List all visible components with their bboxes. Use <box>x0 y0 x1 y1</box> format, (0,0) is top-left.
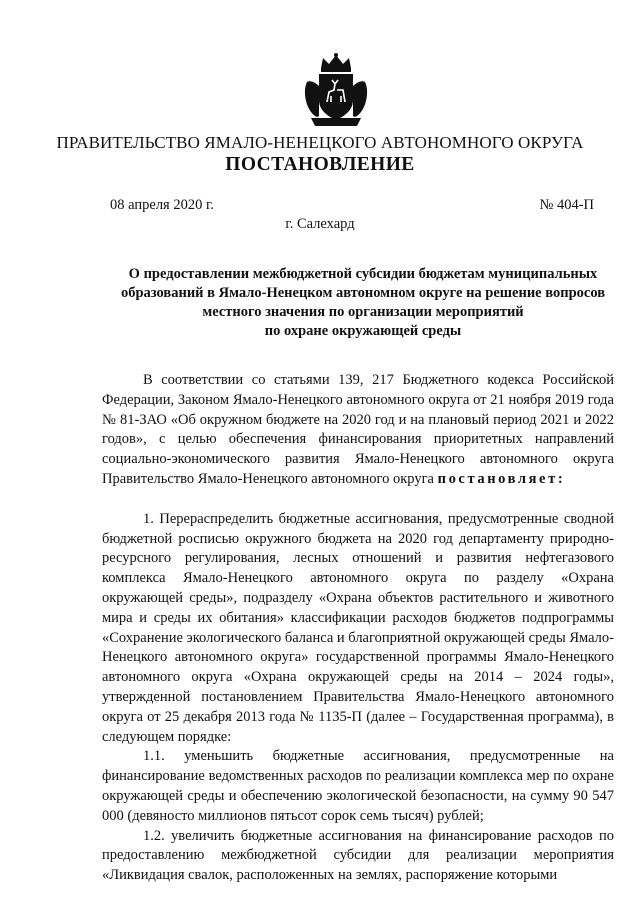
preamble-paragraph <box>102 371 614 490</box>
document-title <box>98 265 628 341</box>
paragraph-1-2: 1.2. увеличить бюджетные ассигнования на финансирование расходов по предоставлению межбюджетной субсидии для реализации мероприятия «Ликвидация свалок, расположенных на землях, распоряжение которыми <box>102 827 614 884</box>
preamble-text: В соответствии со статьями 139, 217 Бюджетного кодекса Российской Федерации, Законом Ямало-Ненецкого автономного округа от 21 ноября 2019 года № 81-ЗАО «Об окружном бюджете на 2020 год и на плановый период 2021 и 2022 годов», с целью обеспечения финансирования приоритетных направлений социально-экономического развития Ямало-Ненецкого автономного округа Правительство Ямало-Ненецкого автономного округа <box>102 372 614 487</box>
decree-word: постановляет: <box>437 470 566 487</box>
paragraph-1-1: 1.1. уменьшить бюджетные ассигнования, предусмотренные на финансирование ведомственных расходов по реализации комплекса мер по охране окружающей среды и обеспечению экологической безопасности, на сумму 90 547 000 (девяносто миллионов пятьсот сорок семь тысяч) рублей; <box>102 748 614 824</box>
title-line: О предоставлении межбюджетной субсидии бюджетам муниципальных <box>128 266 598 282</box>
document-type: ПОСТАНОВЛЕНИЕ <box>225 154 415 175</box>
document-number: № 404-П <box>539 197 594 213</box>
coat-of-arms-emblem <box>301 52 371 128</box>
document-date: 08 апреля 2020 г. <box>110 197 214 213</box>
paragraph-1: 1. Перераспределить бюджетные ассигнования, предусмотренные сводной бюджетной росписью окружного бюджета на 2020 год департаменту природно-ресурсного регулирования, лесных отношений и развития нефтегазового комплекса Ямало-Ненецкого автономного округа по разделу «Охрана окружающей среды», подразделу «Охрана объектов растительного и животного мира и среды их обитания» классификации расходов бюджетов подпрограммы «Сохранение экологического баланса и благоприятной окружающей среды Ямало-Ненецкого автономного округа» государственной программы Ямало-Ненецкого автономного округа «Охрана окружающей среды на 2014 – 2024 годы», утвержденной постановлением Правительства Ямало-Ненецкого автономного округа от 25 декабря 2013 года № 1135-П (далее – Государственная программа), в следующем порядке: <box>102 510 614 745</box>
government-name: ПРАВИТЕЛЬСТВО ЯМАЛО-НЕНЕЦКОГО АВТОНОМНОГО ОКРУГА <box>56 133 584 152</box>
title-line: местного значения по организации мероприятий <box>202 304 524 320</box>
title-line: образований в Ямало-Ненецком автономном округе на решение вопросов <box>120 285 606 301</box>
paragraph-gap <box>102 490 614 510</box>
document-city: г. Салехард <box>285 216 355 232</box>
document-body <box>102 371 614 886</box>
coat-of-arms-icon <box>301 52 371 128</box>
title-line: по охране окружающей среды <box>264 323 462 339</box>
